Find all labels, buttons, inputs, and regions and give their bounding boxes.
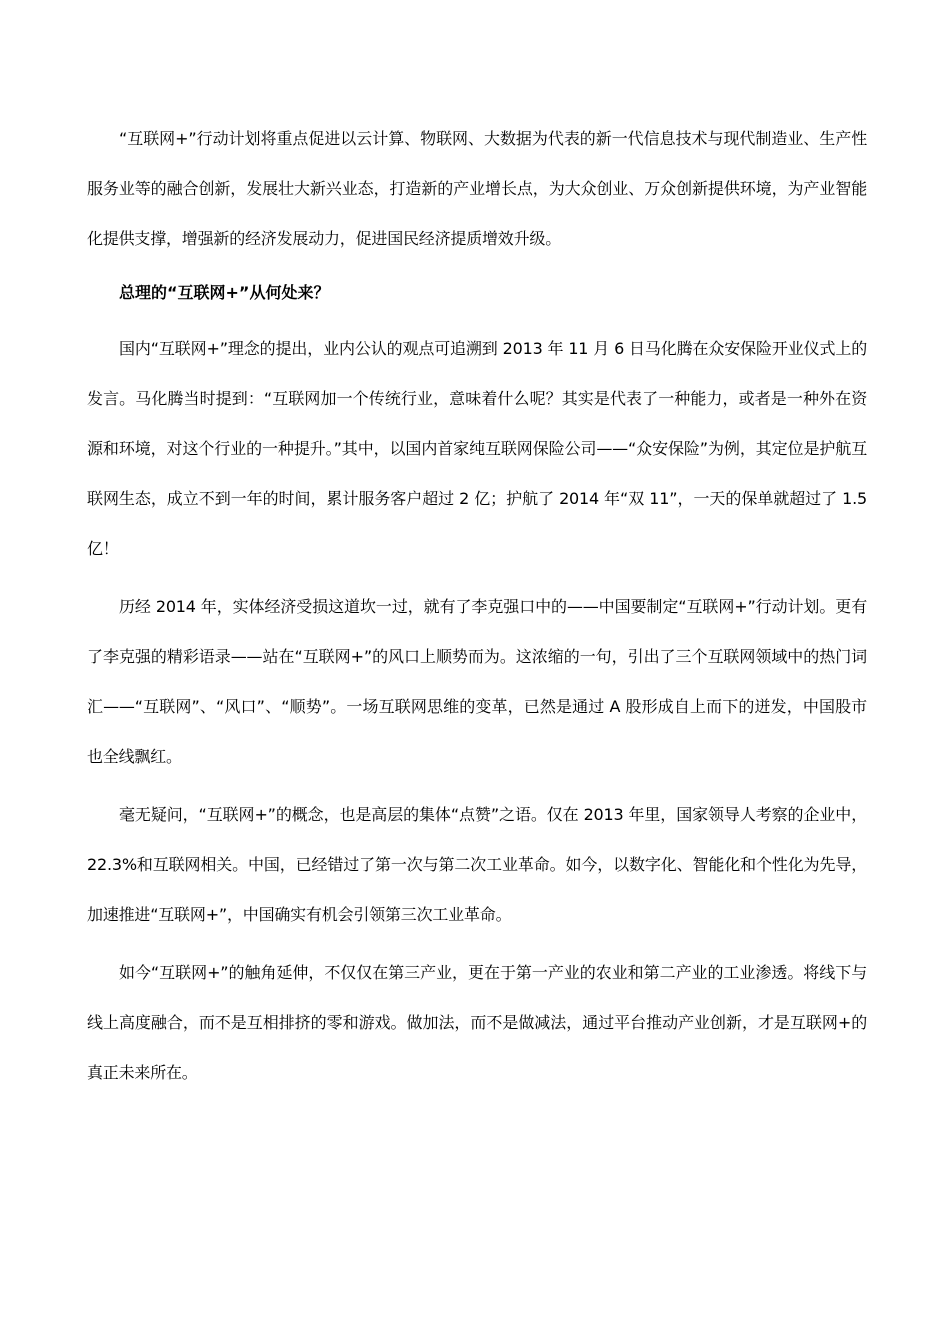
section-heading: 总理的“互联网+”从何处来？ bbox=[119, 283, 330, 302]
paragraph-origin: 国内“互联网+”理念的提出，业内公认的观点可追溯到 2013 年 11 月 6 日马化腾在众安保险开业仪式上的发言。马化腾当时提到：“互联网加一个传统行业，意味着什么呢？其实是代表了一种能力，或者是一种外在资源和环境，对这个行业的一种提升。”其中，以国内首家纯互联网保险公司——“众安保险”为例，其定位是护航互联网生态，成立不到一年的时间，累计服务客户超过 2 亿；护航了 2014 年“双 11”，一天的保单就超过了 1.5 亿！ bbox=[87, 339, 867, 558]
paragraph-2014: 历经 2014 年，实体经济受损这道坎一过，就有了李克强口中的——中国要制定“互联网+”行动计划。更有了李克强的精彩语录——站在“互联网+”的风口上顺势而为。这浓缩的一句，引出了三个互联网领域中的热门词汇——“互联网”、“风口”、“顺势”。一场互联网思维的变革，已然是通过 A 股形成自上而下的迸发，中国股市也全线飘红。 bbox=[87, 597, 867, 766]
paragraph-intro: “互联网+”行动计划将重点促进以云计算、物联网、大数据为代表的新一代信息技术与现代制造业、生产性服务业等的融合创新，发展壮大新兴业态，打造新的产业增长点，为大众创业、万众创新提供环境，为产业智能化提供支撑，增强新的经济发展动力，促进国民经济提质增效升级。 bbox=[87, 129, 867, 248]
paragraph-future: 如今“互联网+”的触角延伸，不仅仅在第三产业，更在于第一产业的农业和第二产业的工业渗透。将线下与线上高度融合，而不是互相排挤的零和游戏。做加法，而不是做减法，通过平台推动产业创新，才是互联网+的真正未来所在。 bbox=[87, 963, 867, 1082]
paragraph-concept: 毫无疑问，“互联网+”的概念，也是高层的集体“点赞”之语。仅在 2013 年里，国家领导人考察的企业中，22.3%和互联网相关。中国，已经错过了第一次与第二次工业革命。如今，以数字化、智能化和个性化为先导，加速推进“互联网+”，中国确实有机会引领第三次工业革命。 bbox=[87, 805, 867, 924]
document-body bbox=[87, 114, 867, 1098]
